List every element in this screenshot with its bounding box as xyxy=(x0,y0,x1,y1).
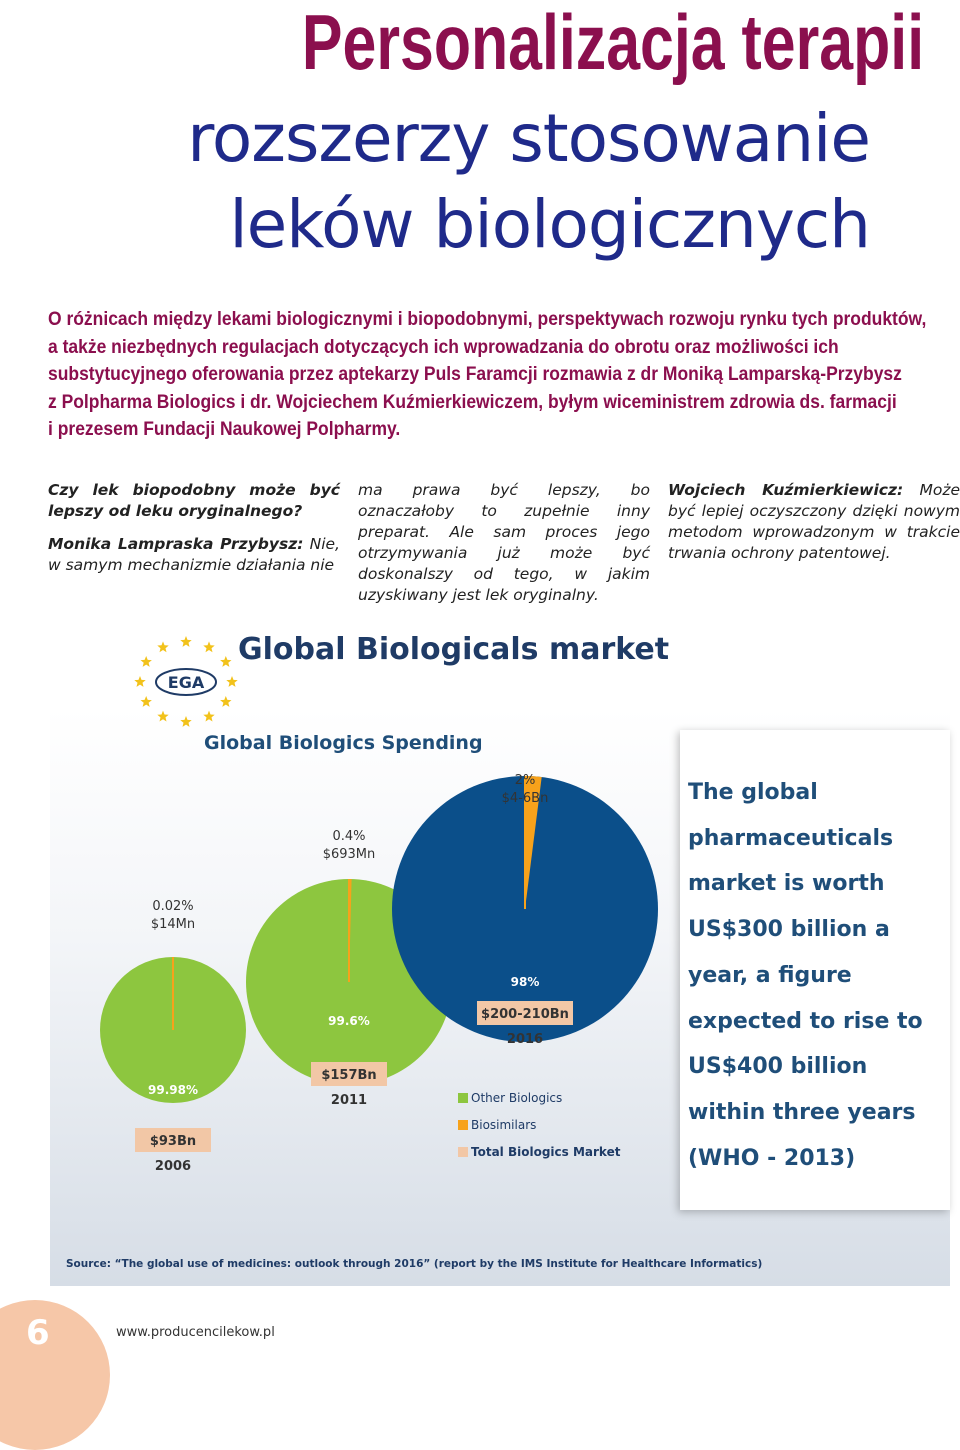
lead-line: a także niezbędnych regulacjach dotyczących ich wprowadzania do obrotu oraz możliwości ich xyxy=(48,334,858,362)
interview-answer-1a xyxy=(48,534,340,576)
website-url: www.producencilekow.pl xyxy=(116,1325,275,1340)
total-value-label: $200-210Bn xyxy=(481,1007,569,1022)
biosimilar-value-label: $14Mn xyxy=(151,917,195,932)
source-note: Source: “The global use of medicines: outlook through 2016” (report by the IMS Institute for Healthcare Informatics) xyxy=(66,1258,762,1270)
interview-column-1 xyxy=(48,480,340,588)
other-pct-label: 99.6% xyxy=(328,1014,370,1028)
who-line: expected to rise to xyxy=(688,1009,923,1034)
biosimilar-value-label: $4-6Bn xyxy=(502,791,549,806)
biosimilar-value-label: $693Mn xyxy=(323,847,376,862)
lead-line: substytucyjnego oferowania przez aptekarzy Puls Faramcji rozmawia z dr Moniką Lamparską-Przybysz xyxy=(48,361,858,389)
interview-answer-1b: ma prawa być lepszy, bo oznaczałoby to zupełnie inny preparat. Ale sam proces jego otrzymywania już może być doskonalszy od tego, w jakim uzyskiwany jest lek oryginalny. xyxy=(358,480,650,606)
who-line: market is worth xyxy=(688,871,885,896)
page-title: Personalizacja terapii xyxy=(211,0,960,84)
lead-line: O różnicach między lekami biologicznymi i biopodobnymi, perspektywach rozwoju rynku tych produktów, xyxy=(48,306,858,334)
who-line: The global xyxy=(688,780,818,805)
lead-line: i prezesem Fundacji Naukowej Polpharmy. xyxy=(48,416,858,444)
interview-question: Czy lek biopodobny może być lepszy od leku oryginalnego? xyxy=(48,480,340,522)
biosimilar-pct-label: 0.4% xyxy=(332,829,365,844)
legend-swatch xyxy=(458,1093,468,1103)
speaker-name: Monika Lampraska Przybysz: xyxy=(48,535,303,553)
interview-column-3 xyxy=(668,480,960,576)
who-line: year, a figure xyxy=(688,963,852,988)
subtitle-line-2: leków biologicznych xyxy=(229,186,870,263)
who-line: (WHO - 2013) xyxy=(688,1146,855,1171)
biosimilar-pct-label: 0.02% xyxy=(152,899,193,914)
answer-text: Nie, w samym mechanizmie działania nie xyxy=(48,535,340,574)
page-number: 6 xyxy=(26,1313,50,1353)
infographic-title: Global Biologicals market xyxy=(238,632,669,667)
year-label: 2016 xyxy=(507,1032,543,1047)
answer-text: Może być lepiej oczyszczony dzięki nowym metodom wprowadzonym w trakcie trwania ochrony patentowej. xyxy=(668,481,960,562)
page-number-badge xyxy=(0,1300,110,1450)
legend-label: Total Biologics Market xyxy=(471,1145,621,1159)
other-pct-label: 99.98% xyxy=(148,1083,198,1097)
lead-paragraph xyxy=(48,306,928,444)
legend-label: Other Biologics xyxy=(471,1091,562,1105)
total-value-label: $157Bn xyxy=(321,1068,376,1083)
subtitle-line-1: rozszerzy stosowanie xyxy=(187,100,870,177)
other-pct-label: 98% xyxy=(511,975,540,989)
biosimilar-pct-label: 2% xyxy=(515,773,536,788)
who-line: within three years xyxy=(688,1100,916,1125)
lead-line: z Polpharma Biologics i dr. Wojciechem Kuźmierkiewiczem, byłym wiceministrem zdrowia ds. farmacji xyxy=(48,389,858,417)
legend-label: Biosimilars xyxy=(471,1118,536,1132)
interview-answer-2 xyxy=(668,480,960,564)
biologics-infographic xyxy=(50,618,950,1288)
who-line: pharmaceuticals xyxy=(688,826,893,851)
year-label: 2006 xyxy=(155,1159,191,1174)
who-line: US$400 billion xyxy=(688,1054,867,1079)
total-value-label: $93Bn xyxy=(150,1134,196,1149)
pie-chart xyxy=(50,618,690,1288)
chart-title: Global Biologics Spending xyxy=(204,732,483,754)
logo-text: EGA xyxy=(168,673,205,692)
year-label: 2011 xyxy=(331,1093,367,1108)
who-quote-box xyxy=(680,730,950,1210)
interview-column-2 xyxy=(358,480,650,618)
legend-swatch xyxy=(458,1120,468,1130)
speaker-name: Wojciech Kuźmierkiewicz: xyxy=(668,481,903,499)
who-line: US$300 billion a xyxy=(688,917,890,942)
legend-swatch xyxy=(458,1147,468,1157)
